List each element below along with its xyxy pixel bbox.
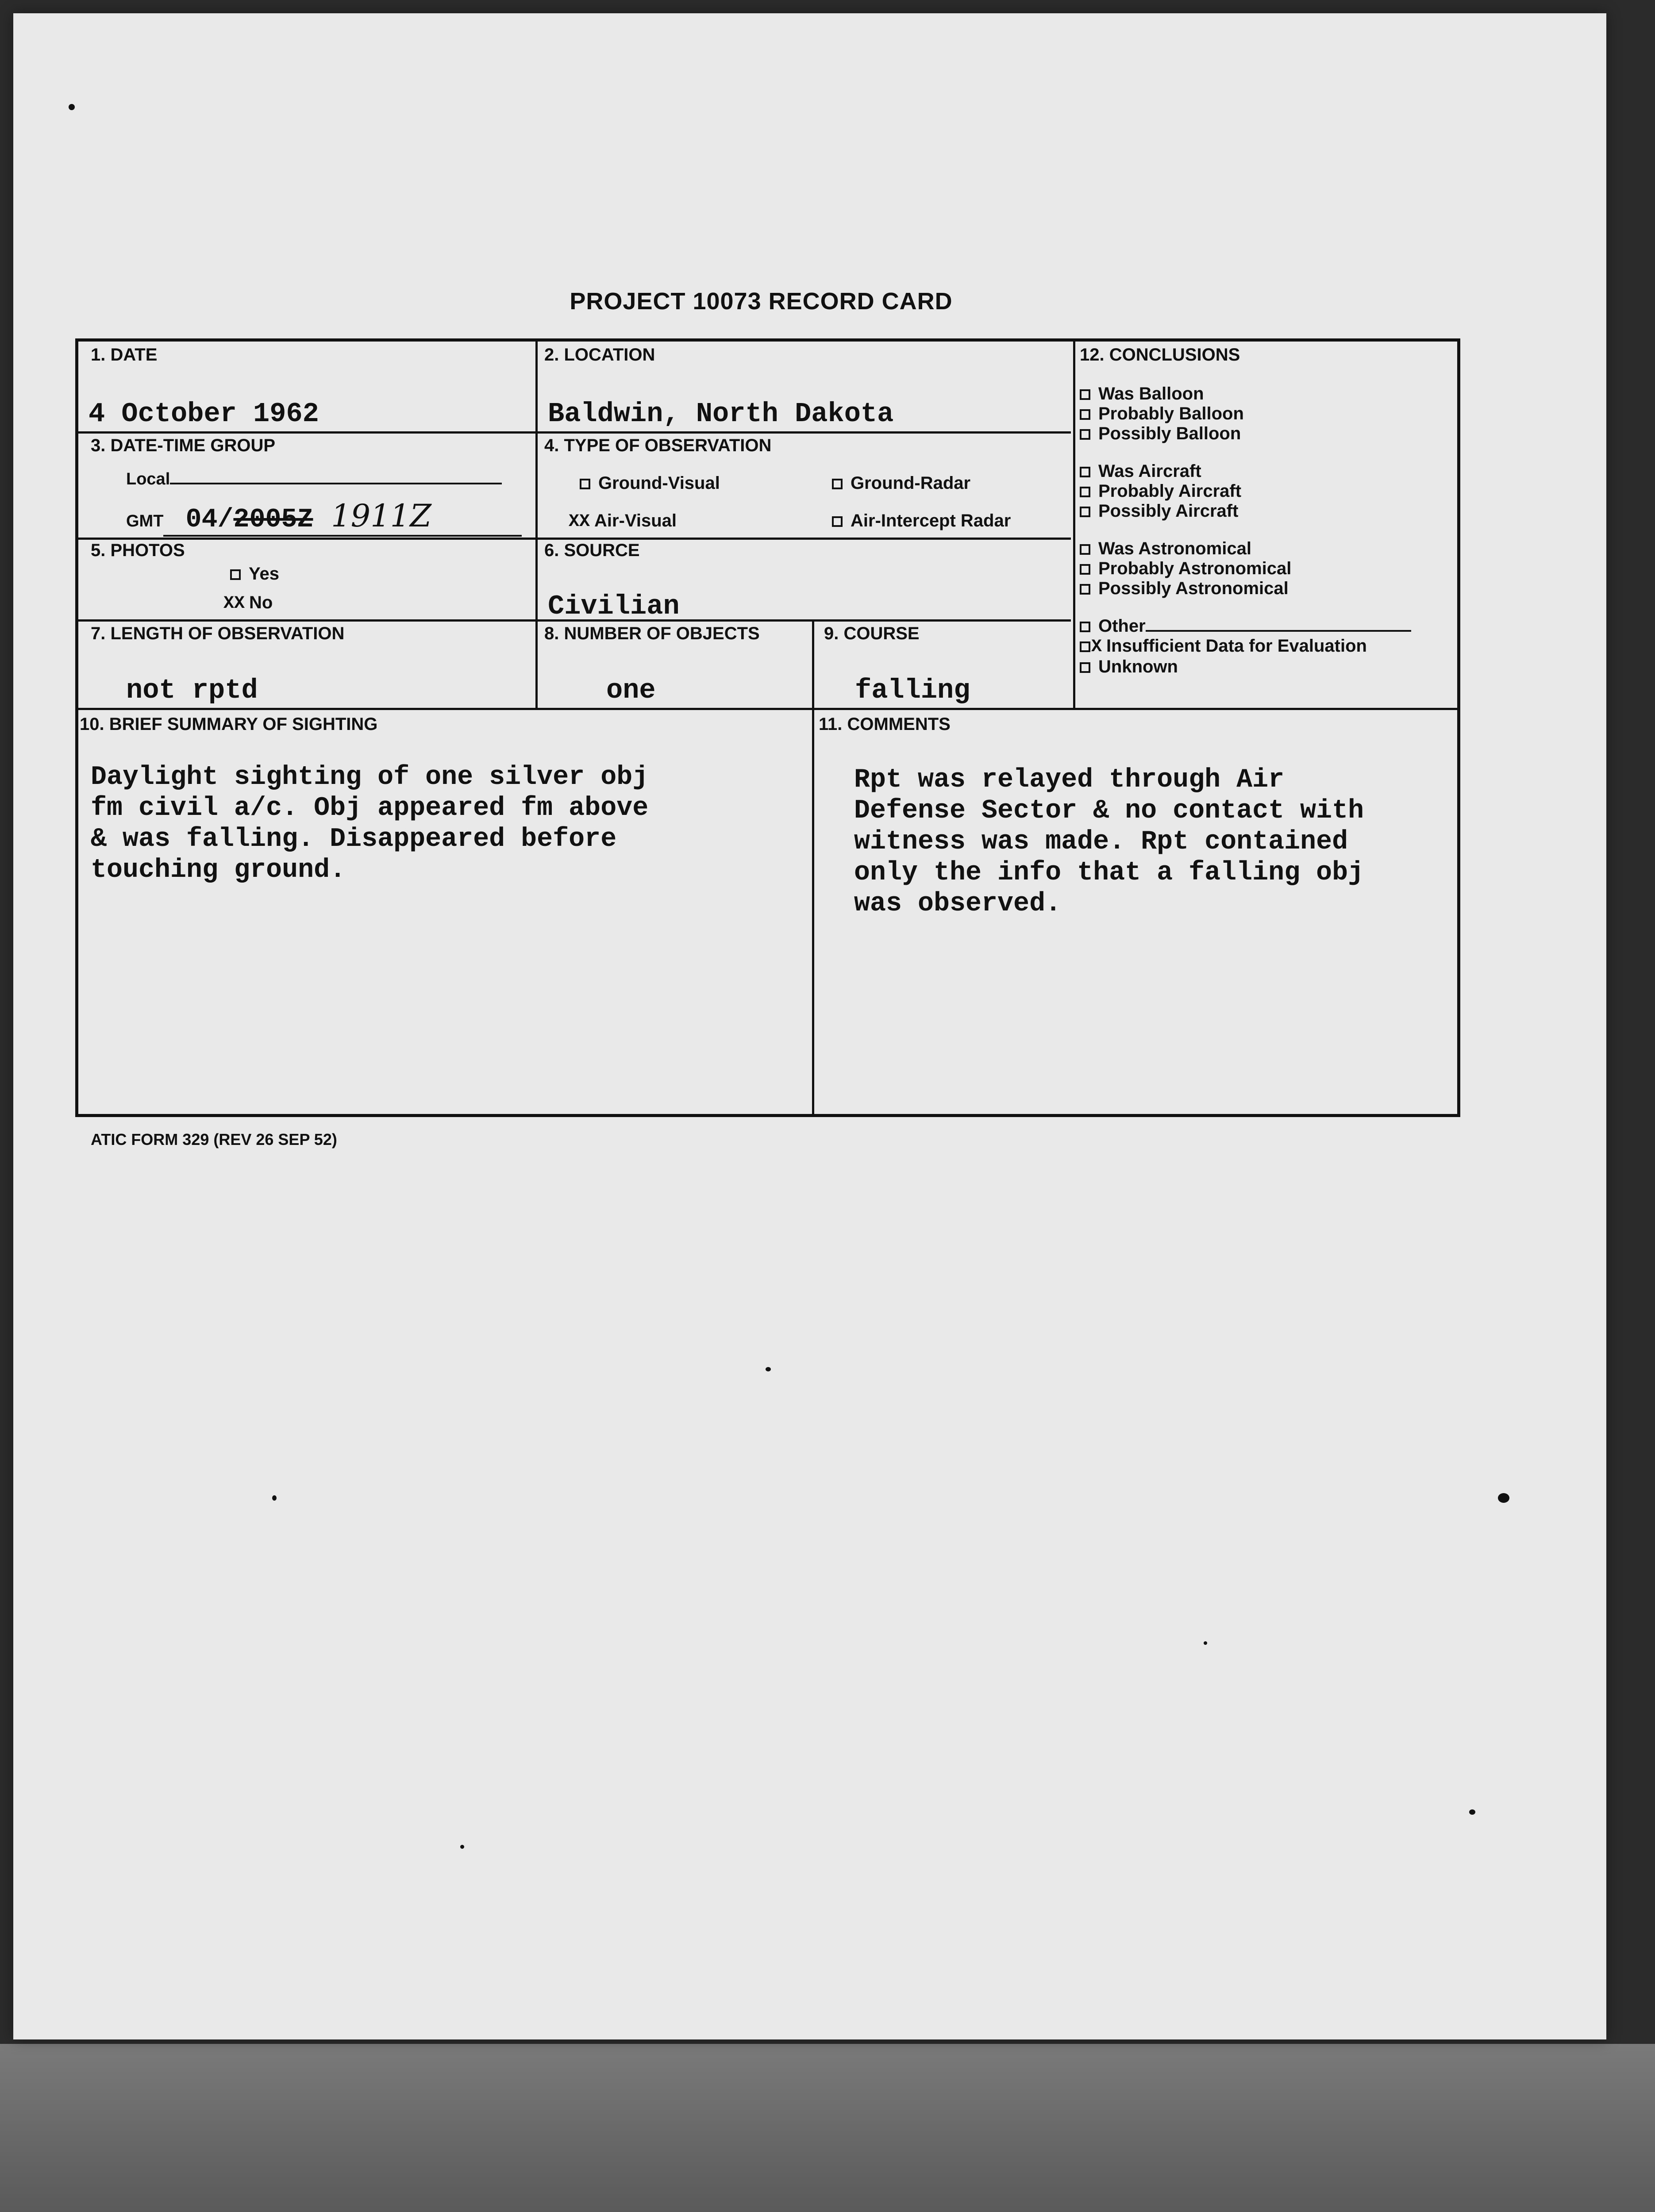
air-intercept-option (832, 511, 1011, 531)
gmt-value (185, 505, 313, 535)
other-blank (1146, 630, 1411, 632)
divider (75, 538, 1071, 540)
course-value: falling (855, 675, 970, 706)
conclusion-possibly-balloon (1080, 424, 1411, 444)
air-intercept-text: Air-Intercept Radar (851, 511, 1011, 530)
form-number: ATIC FORM 329 (REV 26 SEP 52) (91, 1130, 337, 1148)
checkbox (1080, 662, 1090, 673)
conclusion-text: Possibly Astronomical (1098, 579, 1289, 598)
checkbox (1080, 389, 1090, 400)
checkbox (230, 569, 241, 580)
backing-surface (0, 2044, 1655, 2212)
checkbox (580, 479, 590, 489)
conclusion-text: Probably Aircraft (1098, 481, 1242, 501)
gmt-blank (163, 498, 522, 537)
local-blank (170, 483, 502, 484)
checkbox (1080, 487, 1090, 497)
checkbox (1080, 622, 1090, 632)
comments-label: 11. COMMENTS (819, 714, 951, 734)
comments-line: was observed. (854, 889, 1062, 919)
ground-visual-option (580, 473, 720, 493)
check-mark: X (1091, 637, 1102, 657)
photos-yes-text: Yes (249, 564, 279, 584)
ground-radar-option (832, 473, 970, 493)
conclusion-text: Was Astronomical (1098, 539, 1251, 558)
divider (535, 338, 538, 708)
objects-value: one (606, 675, 656, 706)
comments-line: only the info that a falling obj (854, 858, 1364, 888)
summary-line: & was falling. Disappeared before (91, 824, 617, 854)
conclusion-text: Probably Balloon (1098, 404, 1244, 423)
dust-speck (1204, 1641, 1207, 1645)
dust-speck (766, 1367, 771, 1371)
local-label: Local (126, 470, 170, 488)
comments-line: Defense Sector & no contact with (854, 796, 1364, 826)
conclusion-text: Was Balloon (1098, 384, 1204, 403)
summary-line: touching ground. (91, 855, 346, 885)
conclusion-insufficient (1080, 636, 1411, 657)
summary-text (91, 762, 648, 886)
check-mark: XX (569, 511, 590, 532)
conclusions-list (1080, 384, 1411, 677)
divider (812, 619, 814, 1117)
conclusion-text: Was Aircraft (1098, 461, 1201, 481)
photos-no-text: No (249, 593, 273, 612)
conclusion-text: Possibly Aircraft (1098, 501, 1239, 521)
checkbox (1080, 467, 1090, 477)
divider (1073, 338, 1075, 708)
divider (75, 431, 1071, 434)
dust-speck (272, 1495, 277, 1501)
gmt-row (126, 498, 522, 537)
gmt-handwritten: 1911Z (331, 498, 431, 534)
conclusions-label: 12. CONCLUSIONS (1080, 345, 1240, 365)
objects-label: 8. NUMBER OF OBJECTS (544, 624, 760, 643)
comments-text (854, 764, 1364, 919)
conclusion-text: Insufficient Data for Evaluation (1106, 636, 1367, 656)
length-value: not rptd (126, 675, 258, 706)
checkbox (1080, 641, 1090, 652)
photos-no-option (223, 593, 273, 614)
date-label: 1. DATE (91, 345, 158, 365)
photos-yes-option (230, 564, 279, 584)
dust-speck (1469, 1809, 1475, 1815)
conclusion-possibly-aircraft (1080, 501, 1411, 521)
date-value: 4 October 1962 (89, 398, 319, 430)
checkbox (1080, 544, 1090, 555)
location-label: 2. LOCATION (544, 345, 655, 365)
comments-line: Rpt was relayed through Air (854, 765, 1285, 795)
conclusion-text: Unknown (1098, 657, 1178, 676)
summary-line: Daylight sighting of one silver obj (91, 762, 649, 792)
photos-label: 5. PHOTOS (91, 541, 185, 560)
conclusion-text: Possibly Balloon (1098, 424, 1241, 443)
conclusion-probably-balloon (1080, 404, 1411, 424)
dust-speck (1498, 1493, 1509, 1503)
checkbox (1080, 429, 1090, 440)
checkbox (832, 479, 843, 489)
divider (75, 708, 1460, 710)
summary-label: 10. BRIEF SUMMARY OF SIGHTING (80, 714, 378, 734)
conclusion-text: Probably Astronomical (1098, 559, 1292, 578)
conclusion-probably-astronomical (1080, 559, 1411, 579)
air-visual-option (569, 511, 677, 532)
gmt-struck: 2005Z (233, 505, 313, 535)
card-title: PROJECT 10073 RECORD CARD (570, 288, 953, 315)
spacer (1080, 444, 1411, 461)
conclusion-unknown (1080, 657, 1411, 677)
conclusion-was-balloon (1080, 384, 1411, 404)
dtg-label: 3. DATE-TIME GROUP (91, 436, 276, 455)
summary-line: fm civil a/c. Obj appeared fm above (91, 793, 649, 823)
source-label: 6. SOURCE (544, 541, 640, 560)
ground-visual-text: Ground-Visual (598, 473, 720, 493)
checkbox (1080, 584, 1090, 595)
comments-line: witness was made. Rpt contained (854, 827, 1348, 857)
conclusion-other (1080, 616, 1411, 636)
ground-radar-text: Ground-Radar (851, 473, 971, 493)
gmt-date: 04/ (185, 505, 234, 535)
checkbox (1080, 564, 1090, 575)
conclusion-possibly-astronomical (1080, 579, 1411, 599)
dust-speck (69, 104, 75, 110)
spacer (1080, 599, 1411, 616)
checkbox (1080, 507, 1090, 517)
gmt-label: GMT (126, 512, 164, 530)
conclusion-probably-aircraft (1080, 481, 1411, 501)
conclusion-text: Other (1098, 616, 1146, 636)
spacer (1080, 521, 1411, 539)
conclusion-was-astronomical (1080, 539, 1411, 559)
location-value: Baldwin, North Dakota (548, 398, 894, 430)
type-observation-label: 4. TYPE OF OBSERVATION (544, 436, 772, 455)
conclusion-was-aircraft (1080, 461, 1411, 481)
length-label: 7. LENGTH OF OBSERVATION (91, 624, 345, 643)
dust-speck (460, 1845, 464, 1849)
source-value: Civilian (548, 591, 680, 622)
checkbox (1080, 409, 1090, 420)
course-label: 9. COURSE (824, 624, 920, 643)
local-row (126, 470, 502, 489)
air-visual-text: Air-Visual (594, 511, 677, 530)
checkbox (832, 516, 843, 527)
check-mark: XX (223, 593, 245, 614)
